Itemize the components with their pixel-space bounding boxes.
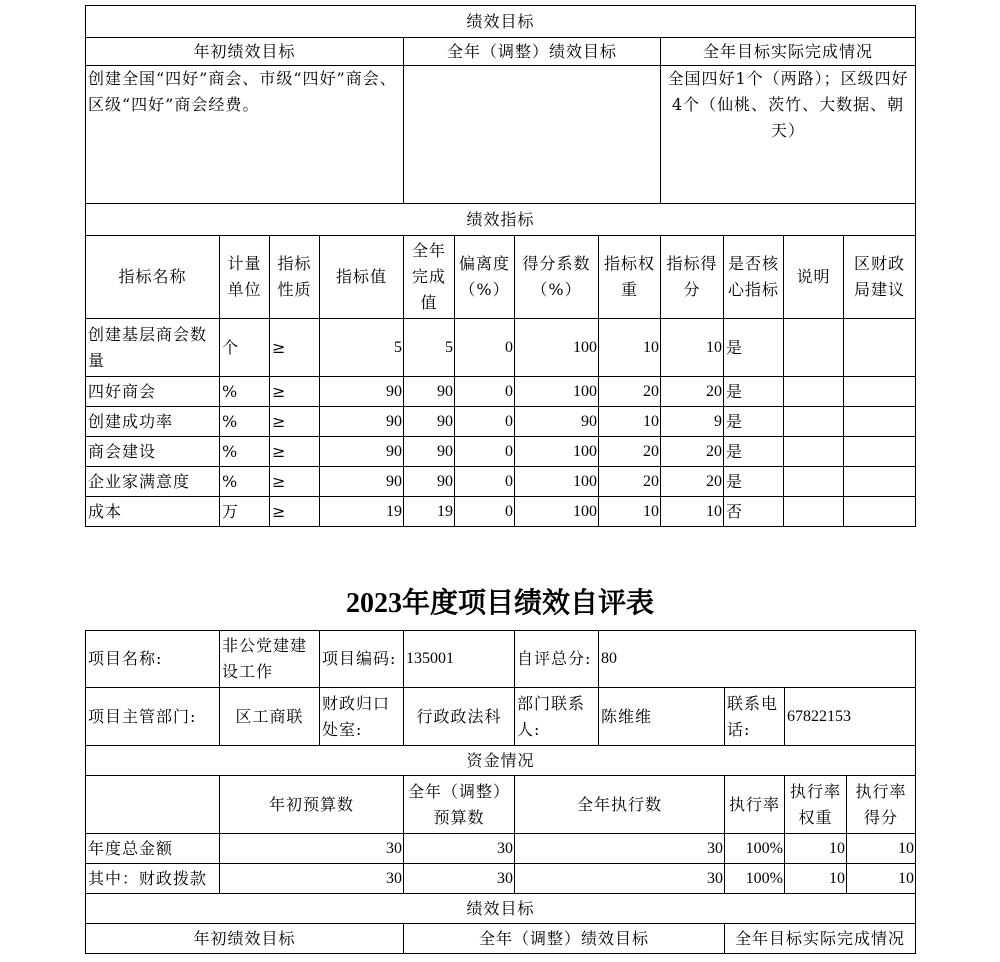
fund-row-label: 其中：财政拨款 (86, 864, 220, 894)
fund-header-executed: 全年执行数 (515, 776, 725, 834)
table-row (86, 497, 916, 527)
indicator-unit: 万 (220, 497, 270, 527)
col-header-name: 指标名称 (86, 236, 220, 319)
indicator-advice (844, 377, 916, 407)
indicator-target: 90 (320, 467, 404, 497)
indicator-name: 创建基层商会数量 (86, 319, 220, 377)
indicator-weight: 20 (599, 377, 661, 407)
project-name-value: 非公党建建设工作 (220, 631, 320, 688)
indicator-actual: 90 (404, 467, 455, 497)
indicator-target: 90 (320, 377, 404, 407)
self-score-value: 80 (599, 631, 916, 688)
col-header-actual: 全年完成值 (404, 236, 455, 319)
self-evaluation-table (85, 630, 916, 954)
col-header-core: 是否核心指标 (724, 236, 784, 319)
col-header-nature: 指标性质 (270, 236, 320, 319)
col-header-target: 指标值 (320, 236, 404, 319)
goal-actual-text: 全国四好1个（两路）；区级四好4个（仙桃、茨竹、大数据、朝天） (661, 66, 916, 204)
indicator-target: 19 (320, 497, 404, 527)
indicator-core: 是 (724, 319, 784, 377)
page-title: 2023年度项目绩效自评表 (345, 588, 654, 619)
indicator-coef: 100 (515, 497, 599, 527)
fund-header-adjusted: 全年（调整）预算数 (404, 776, 515, 834)
indicator-score: 20 (661, 437, 724, 467)
goal-initial-header: 年初绩效目标 (86, 38, 404, 66)
indicator-coef: 100 (515, 467, 599, 497)
table-row (86, 319, 916, 377)
indicator-nature: ≥ (270, 377, 320, 407)
indicator-name: 商会建设 (86, 437, 220, 467)
fund-row-weight: 10 (785, 864, 847, 894)
fund-header-row (86, 776, 916, 834)
indicator-unit: % (220, 407, 270, 437)
fund-row-label: 年度总金额 (86, 834, 220, 864)
table-row (86, 407, 916, 437)
fund-row-adjusted: 30 (404, 834, 515, 864)
fund-header-weight: 执行率权重 (785, 776, 847, 834)
indicator-advice (844, 407, 916, 437)
indicator-name: 成本 (86, 497, 220, 527)
indicator-target: 5 (320, 319, 404, 377)
fund-row-weight: 10 (785, 834, 847, 864)
indicator-note (784, 467, 844, 497)
indicator-target: 90 (320, 437, 404, 467)
indicator-score: 20 (661, 377, 724, 407)
fund-row-budget: 30 (220, 864, 404, 894)
col-header-unit: 计量单位 (220, 236, 270, 319)
goal-adjusted-header: 全年（调整）绩效目标 (404, 38, 661, 66)
phone-label: 联系电话: (725, 688, 785, 746)
col-header-score: 指标得分 (661, 236, 724, 319)
fund-row-rate: 100% (725, 834, 785, 864)
fund-row-score: 10 (847, 864, 916, 894)
table-row (86, 437, 916, 467)
indicator-note (784, 377, 844, 407)
project-code-value: 135001 (404, 631, 515, 688)
fund-row-rate: 100% (725, 864, 785, 894)
indicator-nature: ≥ (270, 467, 320, 497)
indicator-core: 是 (724, 437, 784, 467)
indicator-deviation: 0 (455, 377, 515, 407)
fund-row-executed: 30 (515, 834, 725, 864)
fund-row-budget: 30 (220, 834, 404, 864)
indicator-name: 企业家满意度 (86, 467, 220, 497)
indicator-score: 9 (661, 407, 724, 437)
indicator-nature: ≥ (270, 319, 320, 377)
fund-header-score: 执行率得分 (847, 776, 916, 834)
indicator-deviation: 0 (455, 497, 515, 527)
indicator-weight: 10 (599, 319, 661, 377)
indicator-deviation: 0 (455, 467, 515, 497)
performance-indicator-table (85, 5, 916, 527)
indicator-deviation: 0 (455, 437, 515, 467)
indicator-actual: 19 (404, 497, 455, 527)
indicator-core: 是 (724, 377, 784, 407)
indicator-coef: 90 (515, 407, 599, 437)
indicator-weight: 20 (599, 467, 661, 497)
indicator-unit: 个 (220, 319, 270, 377)
finance-value: 行政政法科 (404, 688, 515, 746)
indicator-target: 90 (320, 407, 404, 437)
indicator-score: 10 (661, 319, 724, 377)
section-goals-heading: 绩效目标 (86, 6, 916, 38)
indicator-name: 创建成功率 (86, 407, 220, 437)
goal-actual-header-2: 全年目标实际完成情况 (725, 924, 916, 954)
indicator-unit: % (220, 467, 270, 497)
indicator-header-row (86, 236, 916, 319)
indicator-advice (844, 467, 916, 497)
fund-row-adjusted: 30 (404, 864, 515, 894)
project-code-label: 项目编码: (320, 631, 404, 688)
col-header-note: 说明 (784, 236, 844, 319)
goal-adjusted-text (404, 66, 661, 204)
fund-header-budget: 年初预算数 (220, 776, 404, 834)
indicator-deviation: 0 (455, 407, 515, 437)
col-header-weight: 指标权重 (599, 236, 661, 319)
table-row (86, 864, 916, 894)
indicator-note (784, 437, 844, 467)
contact-value: 陈维维 (599, 688, 725, 746)
goal-actual-header: 全年目标实际完成情况 (661, 38, 916, 66)
indicator-core: 是 (724, 467, 784, 497)
indicator-unit: % (220, 437, 270, 467)
dept-value: 区工商联 (220, 688, 320, 746)
fund-header-rate: 执行率 (725, 776, 785, 834)
section-goals-heading-2: 绩效目标 (86, 894, 916, 924)
indicator-actual: 90 (404, 407, 455, 437)
indicator-note (784, 497, 844, 527)
indicator-actual: 90 (404, 377, 455, 407)
indicator-unit: % (220, 377, 270, 407)
indicator-actual: 5 (404, 319, 455, 377)
col-header-advice: 区财政局建议 (844, 236, 916, 319)
fund-row-score: 10 (847, 834, 916, 864)
indicator-score: 20 (661, 467, 724, 497)
indicator-nature: ≥ (270, 497, 320, 527)
col-header-deviation: 偏离度（%） (455, 236, 515, 319)
section-funds-heading: 资金情况 (86, 746, 916, 776)
contact-label: 部门联系人: (515, 688, 599, 746)
indicator-coef: 100 (515, 377, 599, 407)
fund-header-blank (86, 776, 220, 834)
indicator-core: 是 (724, 407, 784, 437)
indicator-advice (844, 437, 916, 467)
indicator-actual: 90 (404, 437, 455, 467)
goal-initial-text: 创建全国“四好”商会、市级“四好”商会、区级“四好”商会经费。 (86, 66, 404, 204)
section-indicators-heading: 绩效指标 (86, 204, 916, 236)
indicator-weight: 20 (599, 437, 661, 467)
phone-value: 67822153 (785, 688, 916, 746)
goal-initial-header-2: 年初绩效目标 (86, 924, 404, 954)
col-header-coef: 得分系数（%） (515, 236, 599, 319)
indicator-advice (844, 497, 916, 527)
indicator-weight: 10 (599, 407, 661, 437)
indicator-core: 否 (724, 497, 784, 527)
indicator-nature: ≥ (270, 407, 320, 437)
indicator-score: 10 (661, 497, 724, 527)
indicator-coef: 100 (515, 437, 599, 467)
goal-adjusted-header-2: 全年（调整）绩效目标 (404, 924, 725, 954)
indicator-nature: ≥ (270, 437, 320, 467)
finance-label: 财政归口处室: (320, 688, 404, 746)
indicator-weight: 10 (599, 497, 661, 527)
self-score-label: 自评总分: (515, 631, 599, 688)
indicator-coef: 100 (515, 319, 599, 377)
indicator-name: 四好商会 (86, 377, 220, 407)
indicator-note (784, 407, 844, 437)
dept-label: 项目主管部门: (86, 688, 220, 746)
table-row (86, 377, 916, 407)
table-row (86, 467, 916, 497)
fund-row-executed: 30 (515, 864, 725, 894)
indicator-deviation: 0 (455, 319, 515, 377)
project-name-label: 项目名称: (86, 631, 220, 688)
indicator-note (784, 319, 844, 377)
table-row (86, 834, 916, 864)
indicator-advice (844, 319, 916, 377)
